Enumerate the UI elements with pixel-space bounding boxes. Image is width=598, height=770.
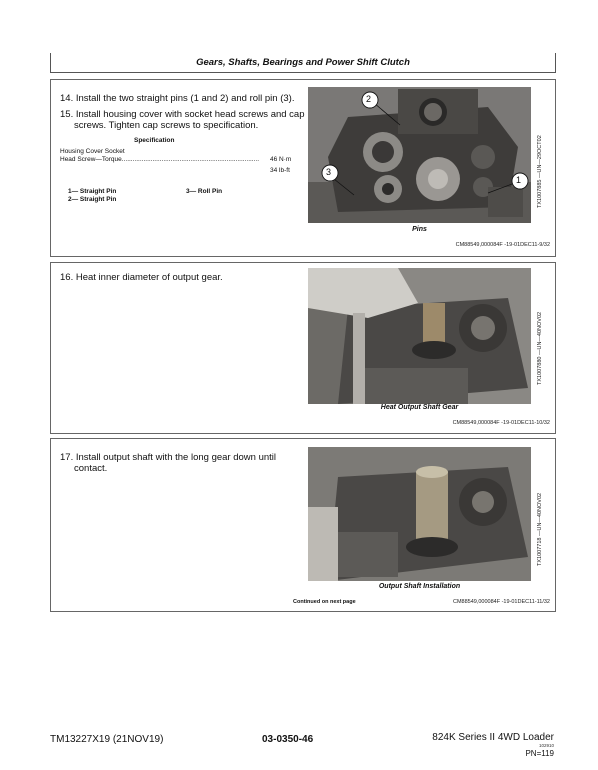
footer-machine-name: 824K Series II 4WD Loader [432, 732, 554, 743]
spec-label-line1: Housing Cover Socket [60, 148, 125, 155]
step-15-text-line1: 15. Install housing cover with socket head screws and cap [60, 109, 305, 120]
photo-pins [308, 87, 531, 223]
step-17-text-line1: 17. Install output shaft with the long gear down until [60, 452, 276, 463]
spec-heading: Specification [134, 137, 175, 144]
continued-note: Continued on next page [293, 599, 356, 605]
step-16-text: 16. Heat inner diameter of output gear. [60, 272, 223, 283]
legend-item-3: 3— Roll Pin [186, 188, 223, 195]
image-code-2: TX1007880 —UN—40NOV02 [537, 311, 543, 385]
footer-manual-id: TM13227X19 (21NOV19) [50, 734, 164, 745]
document-ref-1: CM88549,000084F -19-01DEC11-9/32 [455, 242, 550, 248]
callout-2-label: 2 [366, 94, 372, 104]
spec-value-lbft: 34 lb-ft [270, 167, 290, 174]
output-shaft-illustration [308, 447, 531, 581]
photo-caption-pins: Pins [412, 226, 427, 233]
page-header-title: Gears, Shafts, Bearings and Power Shift Clutch [50, 53, 556, 73]
heating-gear-illustration [308, 268, 531, 404]
spec-value-nm: 46 N·m [270, 156, 292, 163]
callout-1-label: 1 [516, 175, 522, 185]
image-code-1: TX1007885 —UN—29OCT02 [537, 135, 543, 208]
step-14-text: 14. Install the two straight pins (1 and 2) and roll pin (3). [60, 93, 295, 104]
step-17-text-line2: contact. [74, 463, 108, 474]
document-ref-2: CM88549,000084F -19-01DEC11-10/32 [452, 420, 550, 426]
legend-item-1: 1— Straight Pin [68, 188, 117, 195]
spec-label-line2: Head Screw—Torque............................................................................ [60, 156, 260, 163]
footer-page-number: PN=119 [525, 749, 554, 758]
transmission-housing-illustration [308, 87, 531, 223]
image-code-3: TX1007718 —UN—40NOV02 [537, 492, 543, 566]
step-15-text-line2: screws. Tighten cap screws to specification. [74, 120, 259, 131]
photo-caption-heat-gear: Heat Output Shaft Gear [380, 404, 459, 411]
photo-heat-output-gear [308, 268, 531, 404]
legend-item-2: 2— Straight Pin [68, 196, 117, 203]
photo-caption-output-shaft: Output Shaft Installation [378, 583, 461, 590]
document-ref-3: CM88549,000084F -19-01DEC11-11/32 [452, 599, 550, 605]
callout-3-label: 3 [326, 167, 332, 177]
photo-output-shaft-installation [308, 447, 531, 581]
footer-small-code: 102910 [538, 743, 554, 748]
footer-page-code: 03-0350-46 [262, 734, 314, 745]
